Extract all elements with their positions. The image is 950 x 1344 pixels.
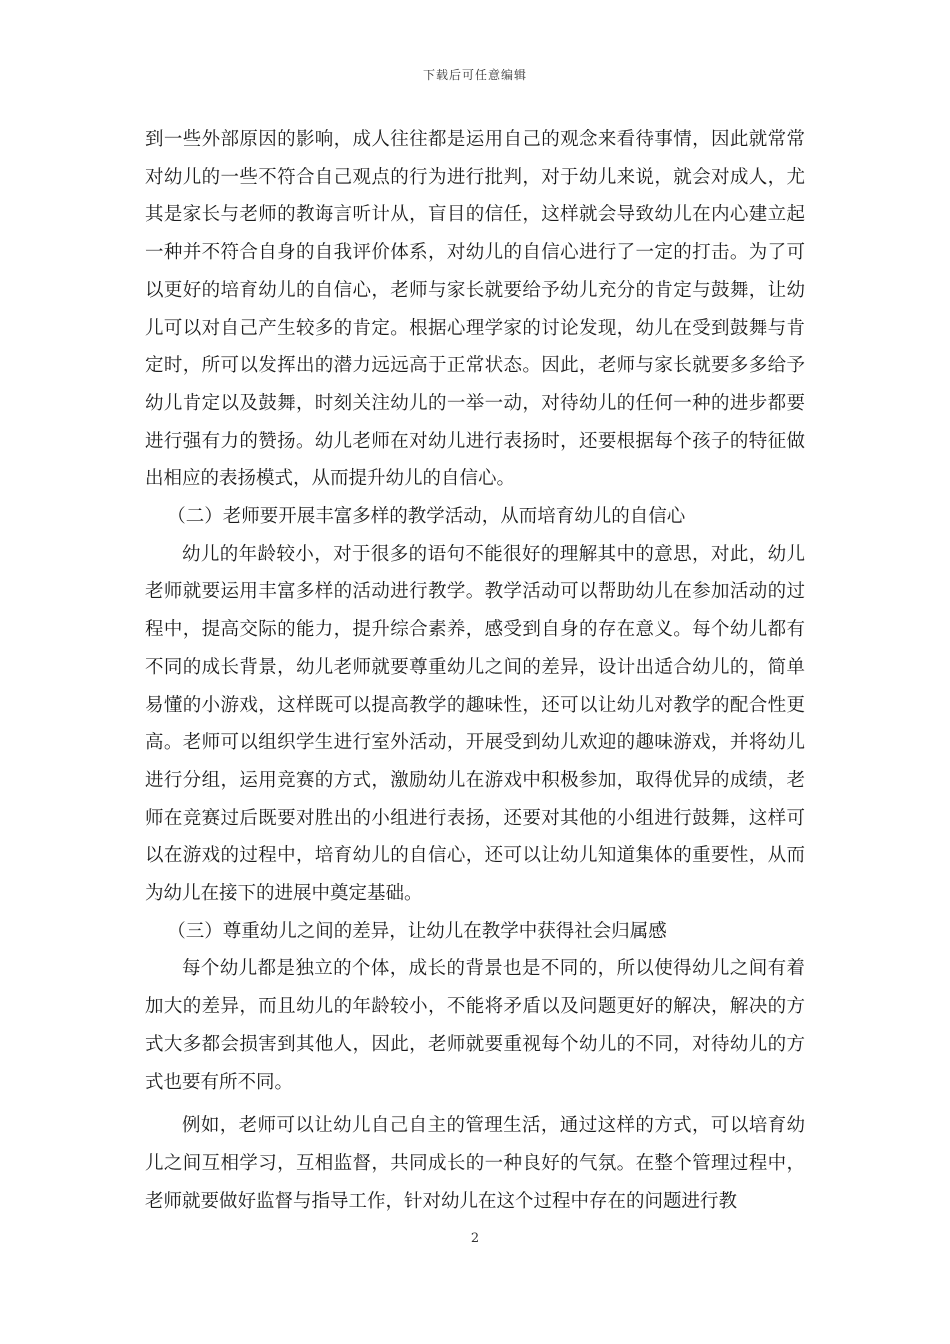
paragraph: 幼儿的年龄较小，对于很多的语句不能很好的理解其中的意思，对此，幼儿老师就要运用丰富多样的活动进行教学。教学活动可以帮助幼儿在参加活动的过程中，提高交际的能力，提升综合素养，感受到自身的存在意义。每个幼儿都有不同的成长背景，幼儿老师就要尊重幼儿之间的差异，设计出适合幼儿的，简单易懂的小游戏，这样既可以提高教学的趣味性，还可以让幼儿对教学的配合性更高。老师可以组织学生进行室外活动，开展受到幼儿欢迎的趣味游戏，并将幼儿进行分组，运用竞赛的方式，激励幼儿在游戏中积极参加，取得优异的成绩，老师在竞赛过后既要对胜出的小组进行表扬，还要对其他的小组进行鼓舞，这样可以在游戏的过程中，培育幼儿的自信心，还可以让幼儿知道集体的重要性，从而为幼儿在接下的进展中奠定基础。 <box>145 543 805 905</box>
page-number: 2 <box>470 1231 480 1246</box>
section-heading: （二）老师要开展丰富多样的教学活动，从而培育幼儿的自信心 <box>167 506 686 528</box>
paragraph: 每个幼儿都是独立的个体，成长的背景也是不同的，所以使得幼儿之间有着加大的差异，而且幼儿的年龄较小，不能将矛盾以及问题更好的解决，解决的方式大多都会损害到其他人，因此，老师就要重视每个幼儿的不同，对待幼儿的方式也要有所不同。 <box>145 958 805 1093</box>
document-body <box>145 121 805 1220</box>
paragraph: 到一些外部原因的影响，成人往往都是运用自己的观念来看待事情，因此就常常对幼儿的一些不符合自己观点的行为进行批判，对于幼儿来说，就会对成人，尤其是家长与老师的教诲言听计从，盲目的信任，这样就会导致幼儿在内心建立起一种并不符合自身的自我评价体系，对幼儿的自信心进行了一定的打击。为了可以更好的培育幼儿的自信心，老师与家长就要给予幼儿充分的肯定与鼓舞，让幼儿可以对自己产生较多的肯定。根据心理学家的讨论发现，幼儿在受到鼓舞与肯定时，所可以发挥出的潜力远远高于正常状态。因此，老师与家长就要多多给予幼儿肯定以及鼓舞，时刻关注幼儿的一举一动，对待幼儿的任何一种的进步都要进行强有力的赞扬。幼儿老师在对幼儿进行表扬时，还要根据每个孩子的特征做出相应的表扬模式，从而提升幼儿的自信心。 <box>145 129 805 490</box>
section-heading: （三）尊重幼儿之间的差异，让幼儿在教学中获得社会归属感 <box>167 920 667 942</box>
paragraph: 例如，老师可以让幼儿自己自主的管理生活，通过这样的方式，可以培育幼儿之间互相学习，互相监督，共同成长的一种良好的气氛。在整个管理过程中，老师就要做好监督与指导工作，针对幼儿在这个过程中存在的问题进行教 <box>145 1115 805 1212</box>
page-header: 下载后可任意编辑 <box>422 68 527 82</box>
